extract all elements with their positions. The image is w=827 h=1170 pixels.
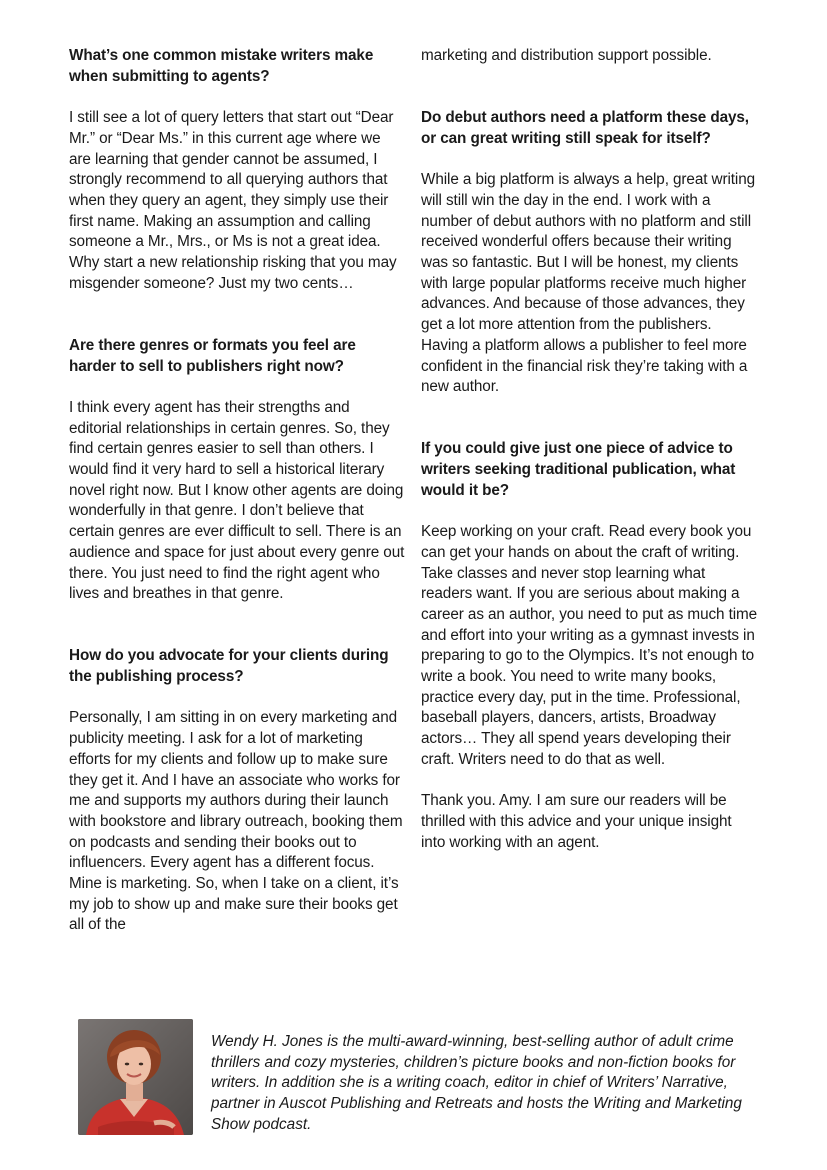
- answer-advocate-clients-continued: marketing and distribution support possible.: [421, 47, 712, 64]
- question-harder-genres: Are there genres or formats you feel are harder to sell to publishers right now?: [69, 336, 356, 375]
- portrait-illustration-icon: [78, 1019, 193, 1135]
- right-column: [421, 46, 759, 853]
- answer-harder-genres: I think every agent has their strengths and editorial relationships in certain genres. So, they find certain genres easier to sell than others. I would find it very hard to sell a historical literary novel right now. But I know other agents are doing wonderfully in that genre. I don’t believe that certain genres are ever difficult to sell. There is an audience and space for just about every genre out there. You just need to find the right agent who lives and breathes in that genre.: [69, 398, 405, 603]
- question-one-advice: If you could give just one piece of advice to writers seeking traditional publication, what would it be?: [421, 440, 736, 499]
- question-advocate-clients: How do you advocate for your clients during the publishing process?: [69, 647, 389, 686]
- answer-debut-platform: While a big platform is always a help, great writing will still win the day in the end. I work with a number of debut authors with no platform and still received wonderful offers because their writing was so fantastic. But I will be honest, my clients with large popular platforms receive much higher advances. And because of those advances, they get a lot more attention from the publishers. Having a platform allows a publisher to feel more confident in the financial risk they’re taking with a new author.: [421, 171, 756, 396]
- left-column: [69, 46, 405, 936]
- answer-one-advice: Keep working on your craft. Read every book you can get your hands on about the craft of writing. Take classes and never stop learning what readers want. If you are serious about making a career as an author, you need to put as much time and effort into your writing as a gymnast invests in preparing to go to the Olympics. It’s not enough to write a book. You need to write many books, practice every day, put in the time. Professional, baseball players, dancers, artists, Broadway actors… They all spend years developing their craft. Writers need to do that as well.: [421, 523, 758, 768]
- author-bio-text: Wendy H. Jones is the multi-award-winning, best-selling author of adult crime thrillers and cozy mysteries, children’s picture books and non-fiction books for writers. In addition she is a writing coach, editor in chief of Writers’ Narrative, partner in Auscot Publishing and Retreats and hosts the Writing and Marketing Show podcast.: [211, 1033, 742, 1133]
- question-common-mistake: What’s one common mistake writers make when submitting to agents?: [69, 47, 374, 85]
- answer-common-mistake: I still see a lot of query letters that start out “Dear Mr.” or “Dear Ms.” in this current age where we are learning that gender cannot be assumed, I strongly recommend to all querying authors that when they query an agent, they simply use their first name. Making an assumption and calling someone a Mr., Mrs., or Ms is not a great idea. Why start a new relationship risking that you may misgender someone? Just my two cents…: [69, 109, 397, 292]
- author-bio: [78, 1019, 758, 1135]
- author-portrait-photo: [78, 1019, 193, 1135]
- closing-remark: Thank you. Amy. I am sure our readers will be thrilled with this advice and your unique insight into working with an agent.: [421, 792, 732, 851]
- question-debut-platform: Do debut authors need a platform these days, or can great writing still speak for itself?: [421, 109, 749, 147]
- answer-advocate-clients: Personally, I am sitting in on every marketing and publicity meeting. I ask for a lot of marketing efforts for my clients and follow up to make sure they get it. And I have an associate who works for me and supports my authors during their launch with bookstore and library outreach, booking them on podcasts and sending their books out to influencers. Every agent has a different focus. Mine is marketing. So, when I take on a client, it’s my job to show up and make sure their books get all of the: [69, 709, 403, 934]
